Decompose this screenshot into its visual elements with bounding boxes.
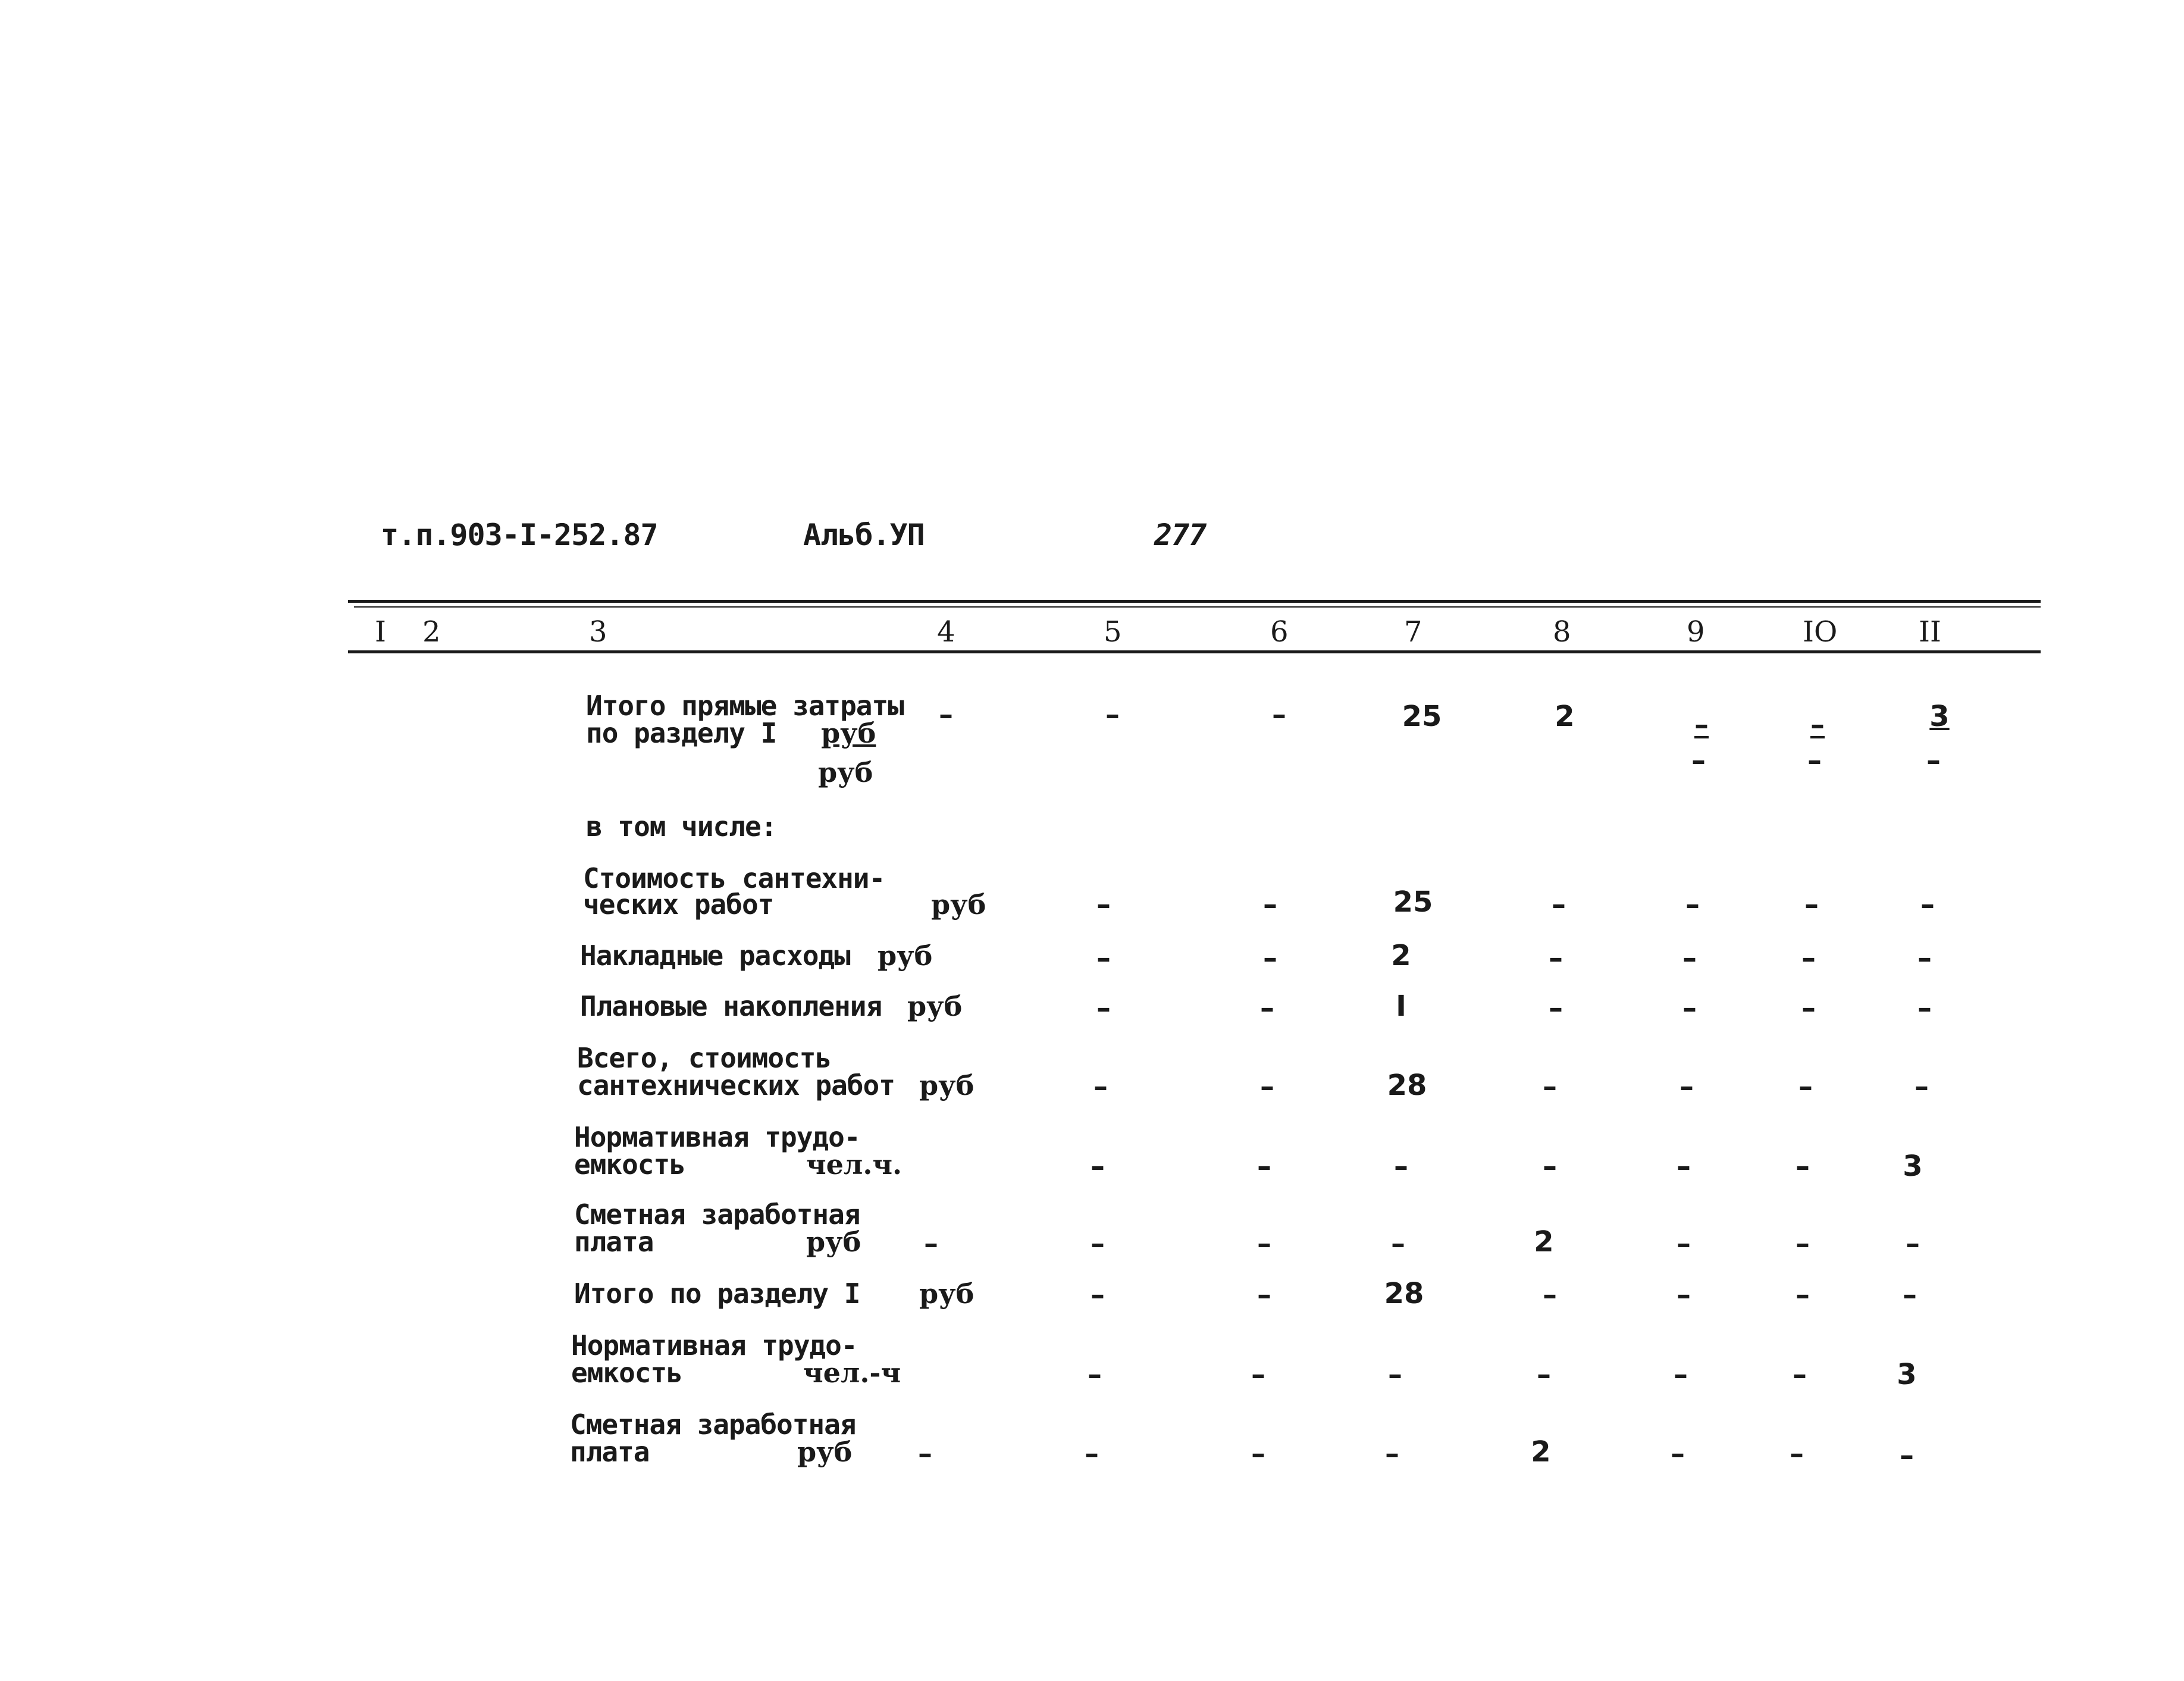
- cell-col5: –: [1085, 1437, 1099, 1470]
- cell-col10-secondary: –: [1807, 744, 1822, 777]
- row-unit: руб: [821, 717, 876, 749]
- cell-col9: –: [1694, 708, 1709, 741]
- cell-col6: –: [1260, 1070, 1274, 1103]
- cell-col10: –: [1801, 941, 1816, 975]
- cell-col8: –: [1543, 1070, 1557, 1103]
- cell-col6: –: [1260, 991, 1274, 1025]
- cell-col6: –: [1263, 888, 1277, 921]
- row-unit: руб: [919, 1069, 975, 1101]
- cell-col10: –: [1798, 1070, 1813, 1103]
- cell-col8: –: [1549, 941, 1563, 975]
- column-header-9: 9: [1687, 615, 1705, 649]
- column-header-10: IO: [1803, 615, 1838, 649]
- row-unit: чел.ч.: [806, 1148, 903, 1181]
- cell-col9: –: [1677, 1278, 1691, 1311]
- column-header-3: 3: [589, 615, 607, 649]
- cell-col9: –: [1679, 1070, 1694, 1103]
- row-label-line1: Всего, стоимость: [577, 1042, 832, 1074]
- row-unit: руб: [797, 1436, 853, 1468]
- cell-col7: 28: [1387, 1069, 1427, 1102]
- cell-col10: –: [1796, 1278, 1810, 1311]
- row-label-line1: Нормативная трудо-: [571, 1329, 857, 1361]
- column-header-1: I: [375, 615, 386, 649]
- document-code: т.п.903-I-252.87: [381, 518, 658, 552]
- album-number: Альб.УП: [803, 518, 925, 552]
- cell-col4: –: [924, 1227, 938, 1260]
- row-label-line1: Нормативная трудо-: [574, 1121, 860, 1153]
- cell-col4: –: [939, 698, 953, 731]
- cell-col9-secondary: –: [1691, 744, 1706, 777]
- row-unit: руб: [919, 1278, 975, 1310]
- cell-col5: –: [1091, 1227, 1105, 1260]
- cell-col8: 2: [1555, 700, 1575, 733]
- cell-col11: –: [1914, 1070, 1929, 1103]
- row-label-line2: плата: [574, 1226, 654, 1258]
- section-subtitle: в том числе:: [586, 810, 777, 843]
- table-top-rule-thin: [354, 606, 2041, 608]
- row-label-line1: Сметная заработная: [574, 1198, 860, 1231]
- cell-col8: –: [1549, 991, 1563, 1025]
- cell-col11: –: [1920, 888, 1935, 921]
- cell-col5: –: [1091, 1278, 1105, 1311]
- cell-col8: 2: [1534, 1225, 1554, 1259]
- table-top-rule: [348, 600, 2041, 603]
- row-unit: руб: [806, 1226, 861, 1258]
- page-number: 277: [1154, 518, 1207, 552]
- cell-col6: –: [1257, 1150, 1271, 1183]
- column-header-7: 7: [1404, 615, 1422, 649]
- cell-col11: 3: [1897, 1358, 1917, 1391]
- cell-col10: –: [1796, 1150, 1810, 1183]
- cell-col4: –: [918, 1437, 932, 1470]
- row-label-line1: Стоимость сантехни-: [583, 862, 885, 894]
- cell-col10: –: [1801, 991, 1816, 1025]
- column-header-4: 4: [937, 615, 955, 649]
- cell-col7: –: [1385, 1437, 1399, 1470]
- column-header-6: 6: [1270, 615, 1289, 649]
- row-unit: руб: [878, 940, 933, 972]
- cell-col7: I: [1396, 990, 1406, 1023]
- cell-col10: –: [1790, 1437, 1804, 1470]
- column-header-8: 8: [1553, 615, 1571, 649]
- row-label-line1: Плановые накопления: [580, 990, 882, 1022]
- cell-col5: –: [1091, 1150, 1105, 1183]
- cell-col8: –: [1543, 1278, 1557, 1311]
- cell-col5: –: [1088, 1358, 1102, 1391]
- cell-col9: –: [1685, 888, 1700, 921]
- cell-col5: –: [1105, 698, 1120, 731]
- cell-col11: –: [1900, 1439, 1914, 1472]
- row-label-line2: плата: [570, 1436, 650, 1468]
- cell-col9: –: [1682, 991, 1697, 1025]
- cell-col5: –: [1093, 1070, 1108, 1103]
- cell-col11: –: [1917, 991, 1932, 1025]
- cell-col6: –: [1257, 1278, 1271, 1311]
- row-unit: руб: [907, 990, 963, 1022]
- cell-col9: –: [1671, 1437, 1685, 1470]
- cell-col8: –: [1543, 1150, 1557, 1183]
- row-label-line1: Итого прямые затраты: [586, 690, 904, 722]
- row-unit: чел.-ч: [803, 1357, 901, 1389]
- cell-col6: –: [1251, 1437, 1265, 1470]
- cell-col7: –: [1391, 1227, 1405, 1260]
- cell-col6: –: [1257, 1227, 1271, 1260]
- table-header-bottom-rule: [348, 650, 2041, 653]
- cell-col6: –: [1272, 698, 1286, 731]
- cell-col11: –: [1903, 1278, 1917, 1311]
- row-label-line2: сантехнических работ: [577, 1069, 895, 1101]
- row-label-line2: емкость: [571, 1357, 682, 1389]
- cell-col11: 3: [1903, 1150, 1923, 1183]
- cell-col8: –: [1552, 888, 1566, 921]
- cell-col7: –: [1394, 1150, 1408, 1183]
- row-label-line1: Сметная заработная: [570, 1408, 856, 1441]
- column-header-5: 5: [1104, 615, 1122, 649]
- cell-col7: 2: [1391, 939, 1411, 972]
- cell-col8: 2: [1531, 1435, 1551, 1469]
- cell-col11-secondary: –: [1926, 744, 1941, 777]
- cell-col6: –: [1263, 941, 1277, 975]
- cell-col7: 25: [1402, 700, 1442, 733]
- cell-col7: 28: [1384, 1277, 1424, 1310]
- cell-col5: –: [1096, 941, 1111, 975]
- cell-col10: –: [1804, 888, 1819, 921]
- row-label-line2: по разделу I: [586, 717, 777, 749]
- row-label-line2: ческих работ: [583, 888, 774, 921]
- cell-col8: –: [1537, 1358, 1551, 1391]
- cell-col10: –: [1796, 1227, 1810, 1260]
- cell-col10: –: [1810, 708, 1825, 741]
- row-label-line1: Накладные расходы: [580, 940, 850, 972]
- cell-col11: 3: [1929, 700, 1950, 733]
- cell-col11: –: [1906, 1227, 1920, 1260]
- cell-col9: –: [1674, 1358, 1688, 1391]
- cell-col9: –: [1677, 1227, 1691, 1260]
- column-header-2: 2: [422, 615, 441, 649]
- cell-col11: –: [1917, 941, 1932, 975]
- cell-col5: –: [1096, 991, 1111, 1025]
- cell-col10: –: [1793, 1358, 1807, 1391]
- cell-col9: –: [1682, 941, 1697, 975]
- row-unit-secondary: руб: [818, 756, 873, 788]
- row-label-line1: Итого по разделу I: [574, 1278, 860, 1310]
- row-label-line2: емкость: [574, 1148, 685, 1181]
- cell-col5: –: [1096, 888, 1111, 921]
- cell-col7: 25: [1393, 885, 1433, 919]
- cell-col6: –: [1251, 1358, 1265, 1391]
- row-unit: руб: [931, 888, 986, 921]
- column-header-11: II: [1919, 615, 1941, 649]
- cell-col7: –: [1388, 1358, 1402, 1391]
- cell-col9: –: [1677, 1150, 1691, 1183]
